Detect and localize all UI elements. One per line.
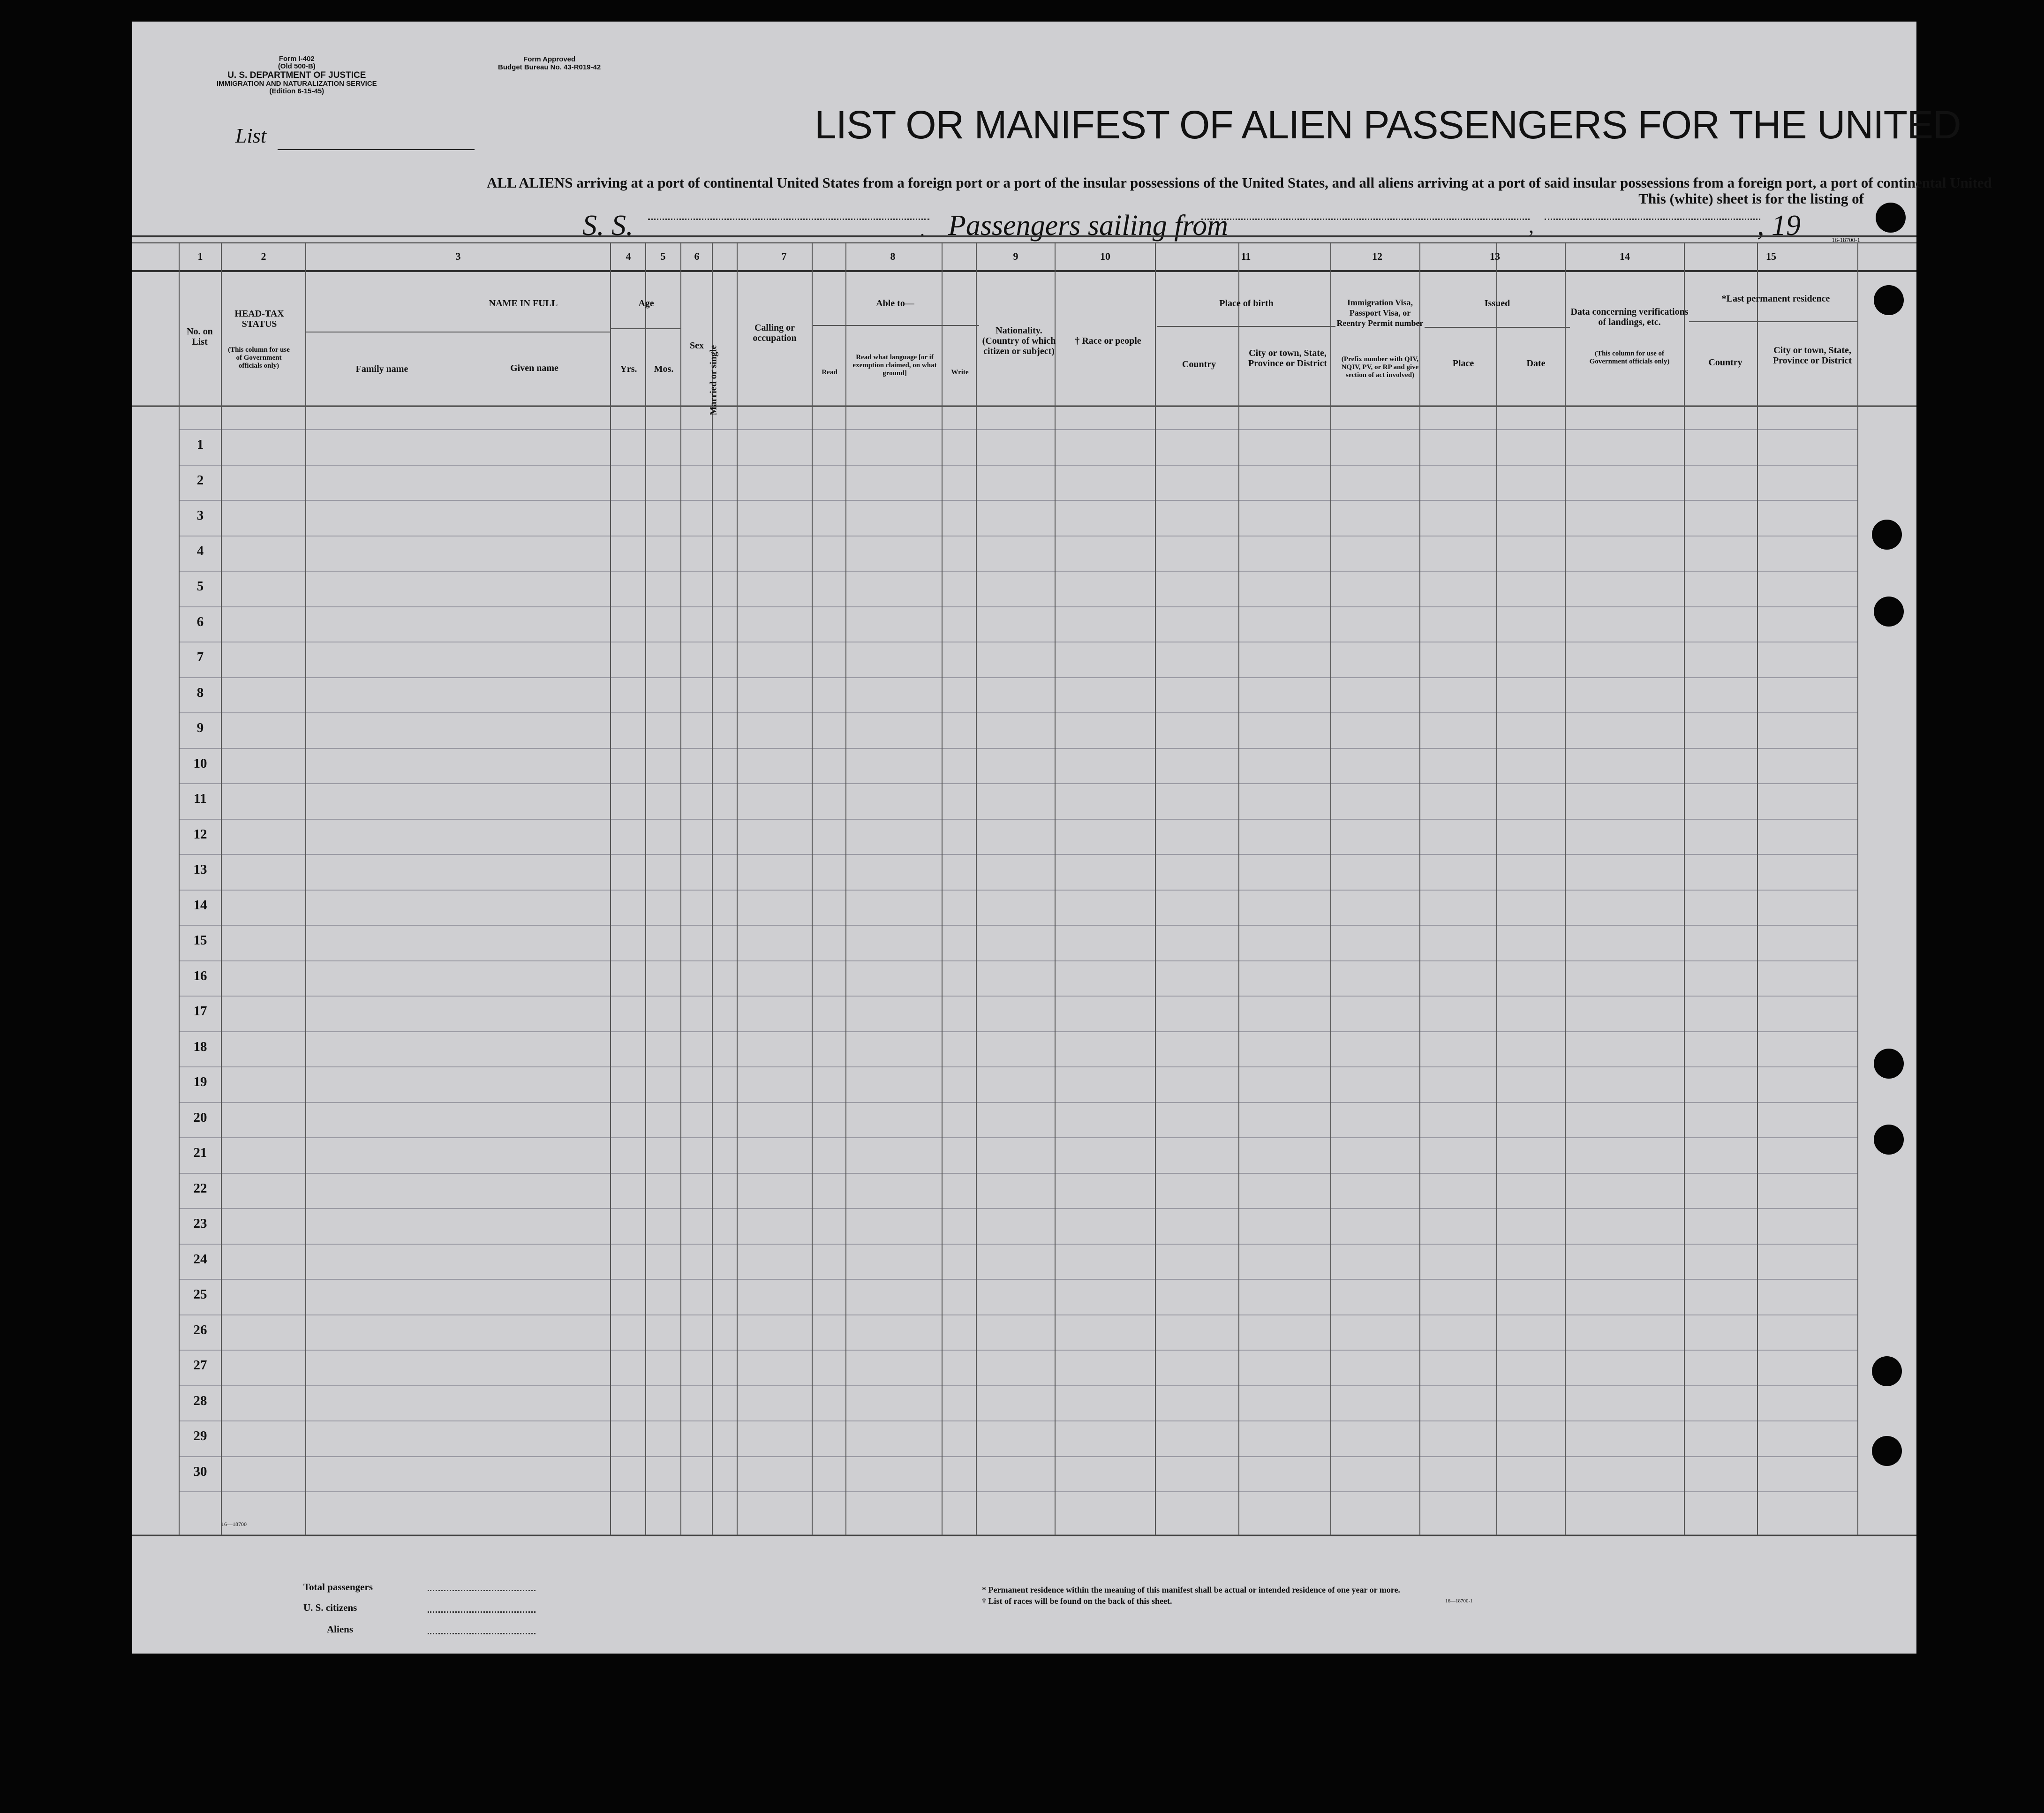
- row-number: 8: [196, 685, 204, 700]
- row-number: 1: [196, 437, 204, 452]
- column-number: 12: [1372, 250, 1382, 262]
- row-number: 10: [193, 755, 207, 771]
- instruction-line-1: ALL ALIENS arriving at a port of continental United States from a foreign port or a port of the insular possessions of the United States, and all aliens arriving at a port of said insular possessions from a foreign port, a port of continental United: [487, 174, 1992, 191]
- print-code-top: 16-18700-1: [1832, 236, 1860, 243]
- edition: (Edition 6-15-45): [269, 87, 324, 95]
- header-sex: Sex: [690, 340, 704, 351]
- row-number: 28: [193, 1393, 207, 1408]
- sailing-from-label: Passengers sailing from: [948, 210, 1229, 242]
- column-number: 1: [197, 250, 203, 262]
- aliens-field[interactable]: [428, 1633, 536, 1634]
- column-number: 5: [660, 250, 666, 262]
- row-number: 25: [193, 1287, 207, 1302]
- aliens-label: Aliens: [327, 1624, 354, 1635]
- row-number: 19: [193, 1074, 207, 1089]
- header-visa: Immigration Visa, Passport Visa, or Reentry Permit number: [1336, 298, 1424, 328]
- row-number: 21: [193, 1145, 207, 1160]
- header-read: Read: [822, 369, 837, 376]
- column-number: 3: [455, 250, 461, 262]
- us-citizens-field[interactable]: [428, 1611, 536, 1613]
- total-passengers-field[interactable]: [428, 1590, 536, 1591]
- header-race: † Race or people: [1075, 336, 1141, 346]
- row-number: 29: [193, 1428, 207, 1443]
- budget-bureau-line: Budget Bureau No. 43-R019-42: [498, 63, 601, 71]
- row-number: 17: [193, 1004, 207, 1019]
- header-months: Mos.: [654, 364, 674, 374]
- footnote-permanent-residence: * Permanent residence within the meaning of this manifest shall be actual or intended residence of one year or more.: [982, 1585, 1400, 1594]
- header-visa-note: (Prefix number with QIV, NQIV, PV, or RP and give section of act involved): [1341, 355, 1419, 379]
- row-number: 3: [196, 508, 204, 523]
- column-lines: [179, 243, 1858, 1535]
- header-issued-date: Date: [1526, 358, 1546, 369]
- row-number: 14: [193, 897, 207, 913]
- header-years: Yrs.: [620, 364, 637, 374]
- page-title: LIST OR MANIFEST OF ALIEN PASSENGERS FOR THE UNITED: [815, 103, 1961, 147]
- header-issued-place: Place: [1452, 358, 1474, 369]
- row-number: 24: [193, 1251, 207, 1267]
- us-citizens-label: U. S. citizens: [303, 1602, 357, 1613]
- column-number: 13: [1490, 250, 1500, 262]
- row-number: 6: [196, 614, 204, 629]
- form-number: Form I-402: [279, 55, 315, 63]
- column-number: 14: [1620, 250, 1630, 262]
- total-passengers-label: Total passengers: [303, 1581, 373, 1593]
- column-number: 9: [1013, 250, 1018, 262]
- punch-hole: [1874, 1125, 1904, 1155]
- header-lr-country: Country: [1708, 357, 1742, 368]
- column-number: 2: [261, 250, 266, 262]
- punch-hole: [1872, 1356, 1902, 1386]
- punch-hole: [1872, 520, 1902, 550]
- print-code-bottom: 16—18700: [221, 1521, 247, 1527]
- row-number: 18: [193, 1039, 207, 1054]
- header-no-on-list: No. on List: [187, 326, 213, 347]
- row-number: 13: [193, 862, 207, 877]
- row-number: 2: [196, 472, 204, 488]
- column-number: 4: [626, 250, 631, 262]
- year-label: , 19: [1757, 210, 1801, 242]
- row-number: 5: [196, 579, 204, 594]
- header-write: Write: [951, 369, 969, 376]
- list-label: List: [235, 124, 267, 147]
- column-number: 6: [694, 250, 700, 262]
- header-data-concerning: Data concerning verifications of landings, etc.: [1570, 307, 1689, 327]
- punch-hole: [1874, 285, 1904, 315]
- row-number: 20: [193, 1110, 207, 1125]
- row-number: 16: [193, 968, 207, 983]
- header-age: Age: [638, 298, 654, 309]
- header-last-residence: *Last permanent residence: [1721, 294, 1830, 304]
- column-number: 8: [890, 250, 896, 262]
- department-name: U. S. DEPARTMENT OF JUSTICE: [227, 70, 366, 80]
- approved-line: Form Approved: [523, 55, 576, 63]
- row-number: 12: [193, 826, 207, 842]
- row-number: 26: [193, 1322, 207, 1337]
- column-number: 10: [1100, 250, 1110, 262]
- header-calling: Calling or occupation: [753, 323, 797, 343]
- header-lr-city: City or town, State, Province or District: [1772, 345, 1852, 366]
- row-number: 7: [196, 650, 204, 665]
- old-form-number: (Old 500-B): [278, 62, 316, 70]
- punch-hole: [1872, 1436, 1902, 1466]
- row-number: 11: [194, 791, 207, 806]
- comma-mark: ,: [1529, 214, 1534, 237]
- row-lines: [132, 236, 1916, 1535]
- punch-hole: [1874, 1049, 1904, 1079]
- footer-print-code: 16—18700-1: [1445, 1598, 1473, 1604]
- instruction-line-2: This (white) sheet is for the listing of: [1638, 190, 1864, 207]
- punch-hole: [1876, 203, 1906, 233]
- row-number: 9: [196, 720, 204, 735]
- header-given-name: Given name: [510, 363, 558, 373]
- header-name-in-full: NAME IN FULL: [489, 298, 558, 309]
- service-name: IMMIGRATION AND NATURALIZATION SERVICE: [217, 80, 377, 88]
- header-head-tax-note: (This column for use of Government officials only): [228, 346, 290, 370]
- header-head-tax: HEAD-TAX STATUS: [234, 309, 284, 329]
- ship-label: S. S.: [582, 210, 634, 242]
- manifest-sheet: [132, 22, 1992, 1654]
- period-mark: .: [920, 219, 925, 240]
- row-number: 15: [193, 933, 207, 948]
- column-number: 11: [1241, 250, 1251, 262]
- header-nationality: Nationality. (Country of which citizen or subject): [982, 325, 1056, 356]
- header-birth-city: City or town, State, Province or District: [1248, 348, 1327, 369]
- header-issued: Issued: [1484, 298, 1510, 309]
- header-married-single: Married or single: [708, 345, 719, 415]
- row-number: 23: [193, 1216, 207, 1231]
- punch-hole: [1874, 597, 1904, 627]
- header-read-language: Read what language [or if exemption claimed, on what ground]: [852, 354, 937, 377]
- manifest-grid: [132, 22, 1916, 1654]
- column-number: 15: [1766, 250, 1776, 262]
- header-data-note: (This column for use of Government officials only): [1589, 350, 1670, 365]
- header-birth-country: Country: [1182, 359, 1216, 370]
- column-number: 7: [781, 250, 787, 262]
- footnote-races: † List of races will be found on the back of this sheet.: [982, 1596, 1172, 1606]
- row-number: 27: [193, 1358, 207, 1373]
- header-able-to: Able to—: [876, 298, 914, 309]
- header-family-name: Family name: [355, 364, 408, 374]
- header-place-of-birth: Place of birth: [1219, 298, 1274, 309]
- row-number: 4: [196, 543, 204, 559]
- row-number: 22: [193, 1180, 207, 1196]
- row-number: 30: [193, 1464, 207, 1479]
